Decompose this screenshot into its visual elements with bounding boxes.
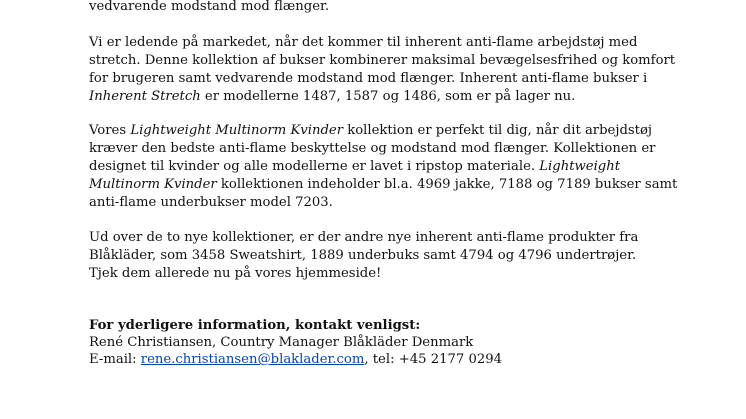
text: kollektion er perfekt til dig, når dit arbejdstøj: [343, 123, 652, 138]
contact-heading: [89, 317, 420, 335]
p2-line-1: [89, 122, 652, 140]
p2-line-2: kræver den bedste anti-flame beskyttelse og modstand mod flænger. Kollektionen er: [89, 141, 656, 156]
p3-line-2: Blåkläder, som 3458 Sweatshirt, 1889 underbuks samt 4794 og 4796 undertrøjer.: [89, 248, 637, 263]
p3-line-1: Ud over de to nye kollektioner, er der andre nye inherent anti-flame produkter fra: [89, 230, 639, 245]
text: Vores: [89, 123, 131, 138]
p1-line-3: for brugeren samt vedvarende modstand mod flænger. Inherent anti-flame bukser i: [89, 71, 648, 86]
p2-line-5: anti-flame underbukser model 7203.: [89, 195, 333, 210]
contact-heading-text: For yderligere information, kontakt venligst:: [89, 318, 421, 333]
p1-line-4: [89, 88, 575, 106]
text: designet til kvinder og alle modellerne er lavet i ripstop materiale.: [89, 159, 540, 174]
p2-line-3: [89, 158, 620, 176]
phone-text: , tel: +45 2177 0294: [364, 352, 503, 367]
paragraph-0-tail: vedvarende modstand mod flænger.: [89, 0, 330, 14]
p1-line-2: stretch. Denne kollektion af bukser kombinerer maksimal bevægelsesfrihed og komfort: [89, 53, 676, 68]
emphasis: Inherent Stretch: [89, 89, 201, 104]
text: kollektionen indeholder bl.a. 4969 jakke, 7188 og 7189 bukser samt: [216, 177, 678, 192]
contact-email-line: [89, 351, 502, 369]
p2-line-4: [89, 176, 677, 194]
contact-name-line: René Christiansen, Country Manager Blåkläder Denmark: [89, 335, 474, 350]
emphasis: Lightweight Multinorm Kvinder: [130, 123, 344, 138]
emphasis: Lightweight: [539, 159, 621, 174]
emphasis: Multinorm Kvinder: [89, 177, 217, 192]
email-link[interactable]: rene.christiansen@blaklader.com: [140, 352, 365, 367]
p3-line-3: Tjek dem allerede nu på vores hjemmeside!: [89, 266, 382, 281]
text: er modellerne 1487, 1587 og 1486, som er på lager nu.: [200, 89, 576, 104]
email-label: E-mail:: [89, 352, 141, 367]
p1-line-1: Vi er ledende på markedet, når det kommer til inherent anti-flame arbejdstøj med: [89, 35, 638, 50]
